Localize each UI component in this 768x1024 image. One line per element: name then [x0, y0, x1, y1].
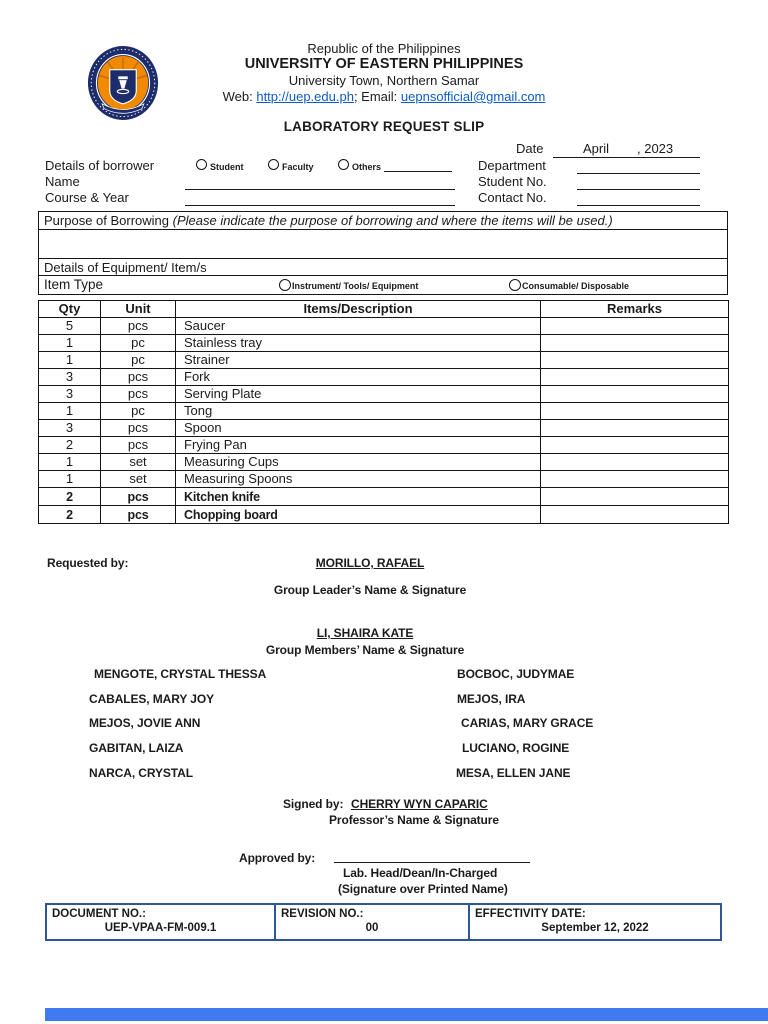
approved-by-line: [334, 847, 530, 863]
effectivity-date-label: EFFECTIVITY DATE:: [475, 908, 586, 920]
equipment-details-row: [39, 258, 727, 275]
group-members-caption: Group Members’ Name & Signature: [265, 643, 465, 657]
qty-cell: 3: [39, 369, 101, 386]
table-row: [39, 488, 729, 506]
purpose-blank-row: [39, 229, 727, 258]
items-table: [38, 300, 729, 524]
page-loading-bar: [45, 1008, 768, 1021]
unit-cell: pcs: [101, 318, 176, 335]
remarks-cell: [541, 335, 729, 352]
professor-caption: Professor’s Name & Signature: [329, 813, 499, 827]
purpose-title: Purpose of Borrowing: [44, 213, 173, 228]
course-year-line: [185, 190, 455, 206]
item-cell: Tong: [176, 403, 541, 420]
remarks-cell: [541, 420, 729, 437]
table-row: [39, 471, 729, 488]
remarks-cell: [541, 386, 729, 403]
table-row: [39, 318, 729, 335]
member-name: CABALES, MARY JOY: [89, 692, 214, 706]
member-name: LUCIANO, ROGINE: [462, 741, 570, 755]
member-name: CARIAS, MARY GRACE: [461, 716, 594, 730]
member-name: MESA, ELLEN JANE: [456, 766, 571, 780]
unit-cell: pc: [101, 335, 176, 352]
web-prefix: Web:: [222, 89, 257, 104]
approver-caption-1: Lab. Head/Dean/In-Charged: [343, 866, 498, 880]
requested-by-label: Requested by:: [47, 556, 129, 570]
remarks-cell: [541, 488, 729, 506]
instrument-radio: [279, 279, 291, 291]
document-no-label: DOCUMENT NO.:: [52, 908, 146, 920]
item-cell: Saucer: [176, 318, 541, 335]
others-radio: [338, 159, 349, 170]
document-title: LABORATORY REQUEST SLIP: [283, 119, 485, 134]
unit-cell: pcs: [101, 386, 176, 403]
qty-cell: 3: [39, 386, 101, 403]
equipment-details-label: Details of Equipment/ Item/s: [44, 260, 207, 275]
unit-header: Unit: [101, 301, 176, 318]
email-prefix: ; Email:: [353, 89, 401, 104]
member-name: NARCA, CRYSTAL: [89, 766, 193, 780]
student-no-line: [577, 174, 700, 190]
department-line: [577, 158, 700, 174]
date-line: [553, 141, 700, 158]
unit-cell: pc: [101, 403, 176, 420]
qty-cell: 1: [39, 335, 101, 352]
approver-caption-2: (Signature over Printed Name): [338, 882, 508, 896]
website-link[interactable]: http://uep.edu.ph: [256, 89, 354, 104]
remarks-cell: [541, 318, 729, 335]
date-year-value: , 2023: [637, 141, 674, 156]
item-cell: Kitchen knife: [176, 488, 541, 506]
department-label: Department: [478, 158, 546, 173]
consumable-radio: [509, 279, 521, 291]
qty-cell: 2: [39, 488, 101, 506]
qty-cell: 2: [39, 506, 101, 524]
item-cell: Stainless tray: [176, 335, 541, 352]
revision-no-cell: [275, 904, 469, 940]
table-row: [39, 369, 729, 386]
item-cell: Measuring Cups: [176, 454, 541, 471]
signed-by-label: Signed by:: [283, 797, 344, 811]
table-row: [39, 403, 729, 420]
faculty-radio-label: Faculty: [282, 162, 314, 172]
qty-cell: 2: [39, 437, 101, 454]
remarks-cell: [541, 352, 729, 369]
member-name: BOCBOC, JUDYMAE: [457, 667, 575, 681]
unit-cell: pcs: [101, 506, 176, 524]
item-cell: Fork: [176, 369, 541, 386]
others-radio-label: Others: [352, 162, 382, 172]
student-radio-label: Student: [210, 162, 244, 172]
revision-no-value: 00: [365, 922, 379, 934]
unit-cell: set: [101, 454, 176, 471]
header-republic: Republic of the Philippines: [307, 41, 461, 56]
member-name: GABITAN, LAIZA: [89, 741, 184, 755]
table-row: [39, 454, 729, 471]
group-members-head-name: LI, SHAIRA KATE: [316, 626, 414, 640]
qty-header: Qty: [39, 301, 101, 318]
qty-cell: 5: [39, 318, 101, 335]
purpose-note: (Please indicate the purpose of borrowing and where the items will be used.): [172, 213, 613, 228]
table-row: [39, 420, 729, 437]
consumable-radio-label: Consumable/ Disposable: [522, 281, 630, 291]
item-cell: Serving Plate: [176, 386, 541, 403]
date-label: Date: [516, 141, 544, 156]
effectivity-date-cell: [469, 904, 721, 940]
remarks-cell: [541, 454, 729, 471]
revision-no-label: REVISION NO.:: [281, 908, 364, 920]
table-row: [39, 506, 729, 524]
item-cell: Frying Pan: [176, 437, 541, 454]
items-description-header: Items/Description: [176, 301, 541, 318]
faculty-radio: [268, 159, 279, 170]
table-row: [39, 386, 729, 403]
unit-cell: pcs: [101, 369, 176, 386]
item-cell: Spoon: [176, 420, 541, 437]
name-line: [185, 174, 455, 190]
qty-cell: 1: [39, 352, 101, 369]
others-line: [384, 158, 452, 172]
name-label: Name: [45, 174, 80, 189]
items-table-header-row: [39, 301, 729, 318]
date-month-value: April: [583, 141, 610, 156]
header-contact-line: [0, 89, 768, 104]
member-name: MENGOTE, CRYSTAL THESSA: [94, 667, 267, 681]
professor-name: CHERRY WYN CAPARIC: [351, 797, 488, 811]
header-address: University Town, Northern Samar: [288, 73, 480, 88]
purpose-title-row: [39, 212, 727, 229]
item-type-row: [39, 275, 727, 294]
document-control-table: [45, 903, 722, 941]
purpose-box: [38, 211, 728, 295]
borrower-details-label: Details of borrower: [45, 158, 155, 173]
unit-cell: pc: [101, 352, 176, 369]
email-link[interactable]: uepnsofficial@gmail.com: [400, 89, 546, 104]
unit-cell: pcs: [101, 437, 176, 454]
contact-no-label: Contact No.: [478, 190, 547, 205]
contact-no-line: [577, 190, 700, 206]
remarks-header: Remarks: [541, 301, 729, 318]
group-leader-name: MORILLO, RAFAEL: [315, 556, 425, 570]
qty-cell: 1: [39, 454, 101, 471]
member-name: MEJOS, IRA: [457, 692, 526, 706]
remarks-cell: [541, 471, 729, 488]
document-no-value: UEP-VPAA-FM-009.1: [104, 922, 217, 934]
student-radio: [196, 159, 207, 170]
unit-cell: pcs: [101, 488, 176, 506]
header-university-name: UNIVERSITY OF EASTERN PHILIPPINES: [244, 56, 524, 72]
qty-cell: 3: [39, 420, 101, 437]
qty-cell: 1: [39, 471, 101, 488]
remarks-cell: [541, 403, 729, 420]
item-cell: Strainer: [176, 352, 541, 369]
item-type-label: Item Type: [44, 277, 104, 292]
unit-cell: set: [101, 471, 176, 488]
unit-cell: pcs: [101, 420, 176, 437]
item-cell: Measuring Spoons: [176, 471, 541, 488]
student-no-label: Student No.: [478, 174, 547, 189]
qty-cell: 1: [39, 403, 101, 420]
group-leader-caption: Group Leader’s Name & Signature: [273, 583, 467, 597]
course-year-label: Course & Year: [45, 190, 129, 205]
table-row: [39, 437, 729, 454]
approved-by-label: Approved by:: [239, 851, 316, 865]
remarks-cell: [541, 506, 729, 524]
document-no-cell: [46, 904, 275, 940]
member-name: MEJOS, JOVIE ANN: [89, 716, 201, 730]
remarks-cell: [541, 437, 729, 454]
item-cell: Chopping board: [176, 506, 541, 524]
remarks-cell: [541, 369, 729, 386]
instrument-radio-label: Instrument/ Tools/ Equipment: [292, 281, 419, 291]
table-row: [39, 335, 729, 352]
effectivity-date-value: September 12, 2022: [541, 922, 649, 934]
table-row: [39, 352, 729, 369]
